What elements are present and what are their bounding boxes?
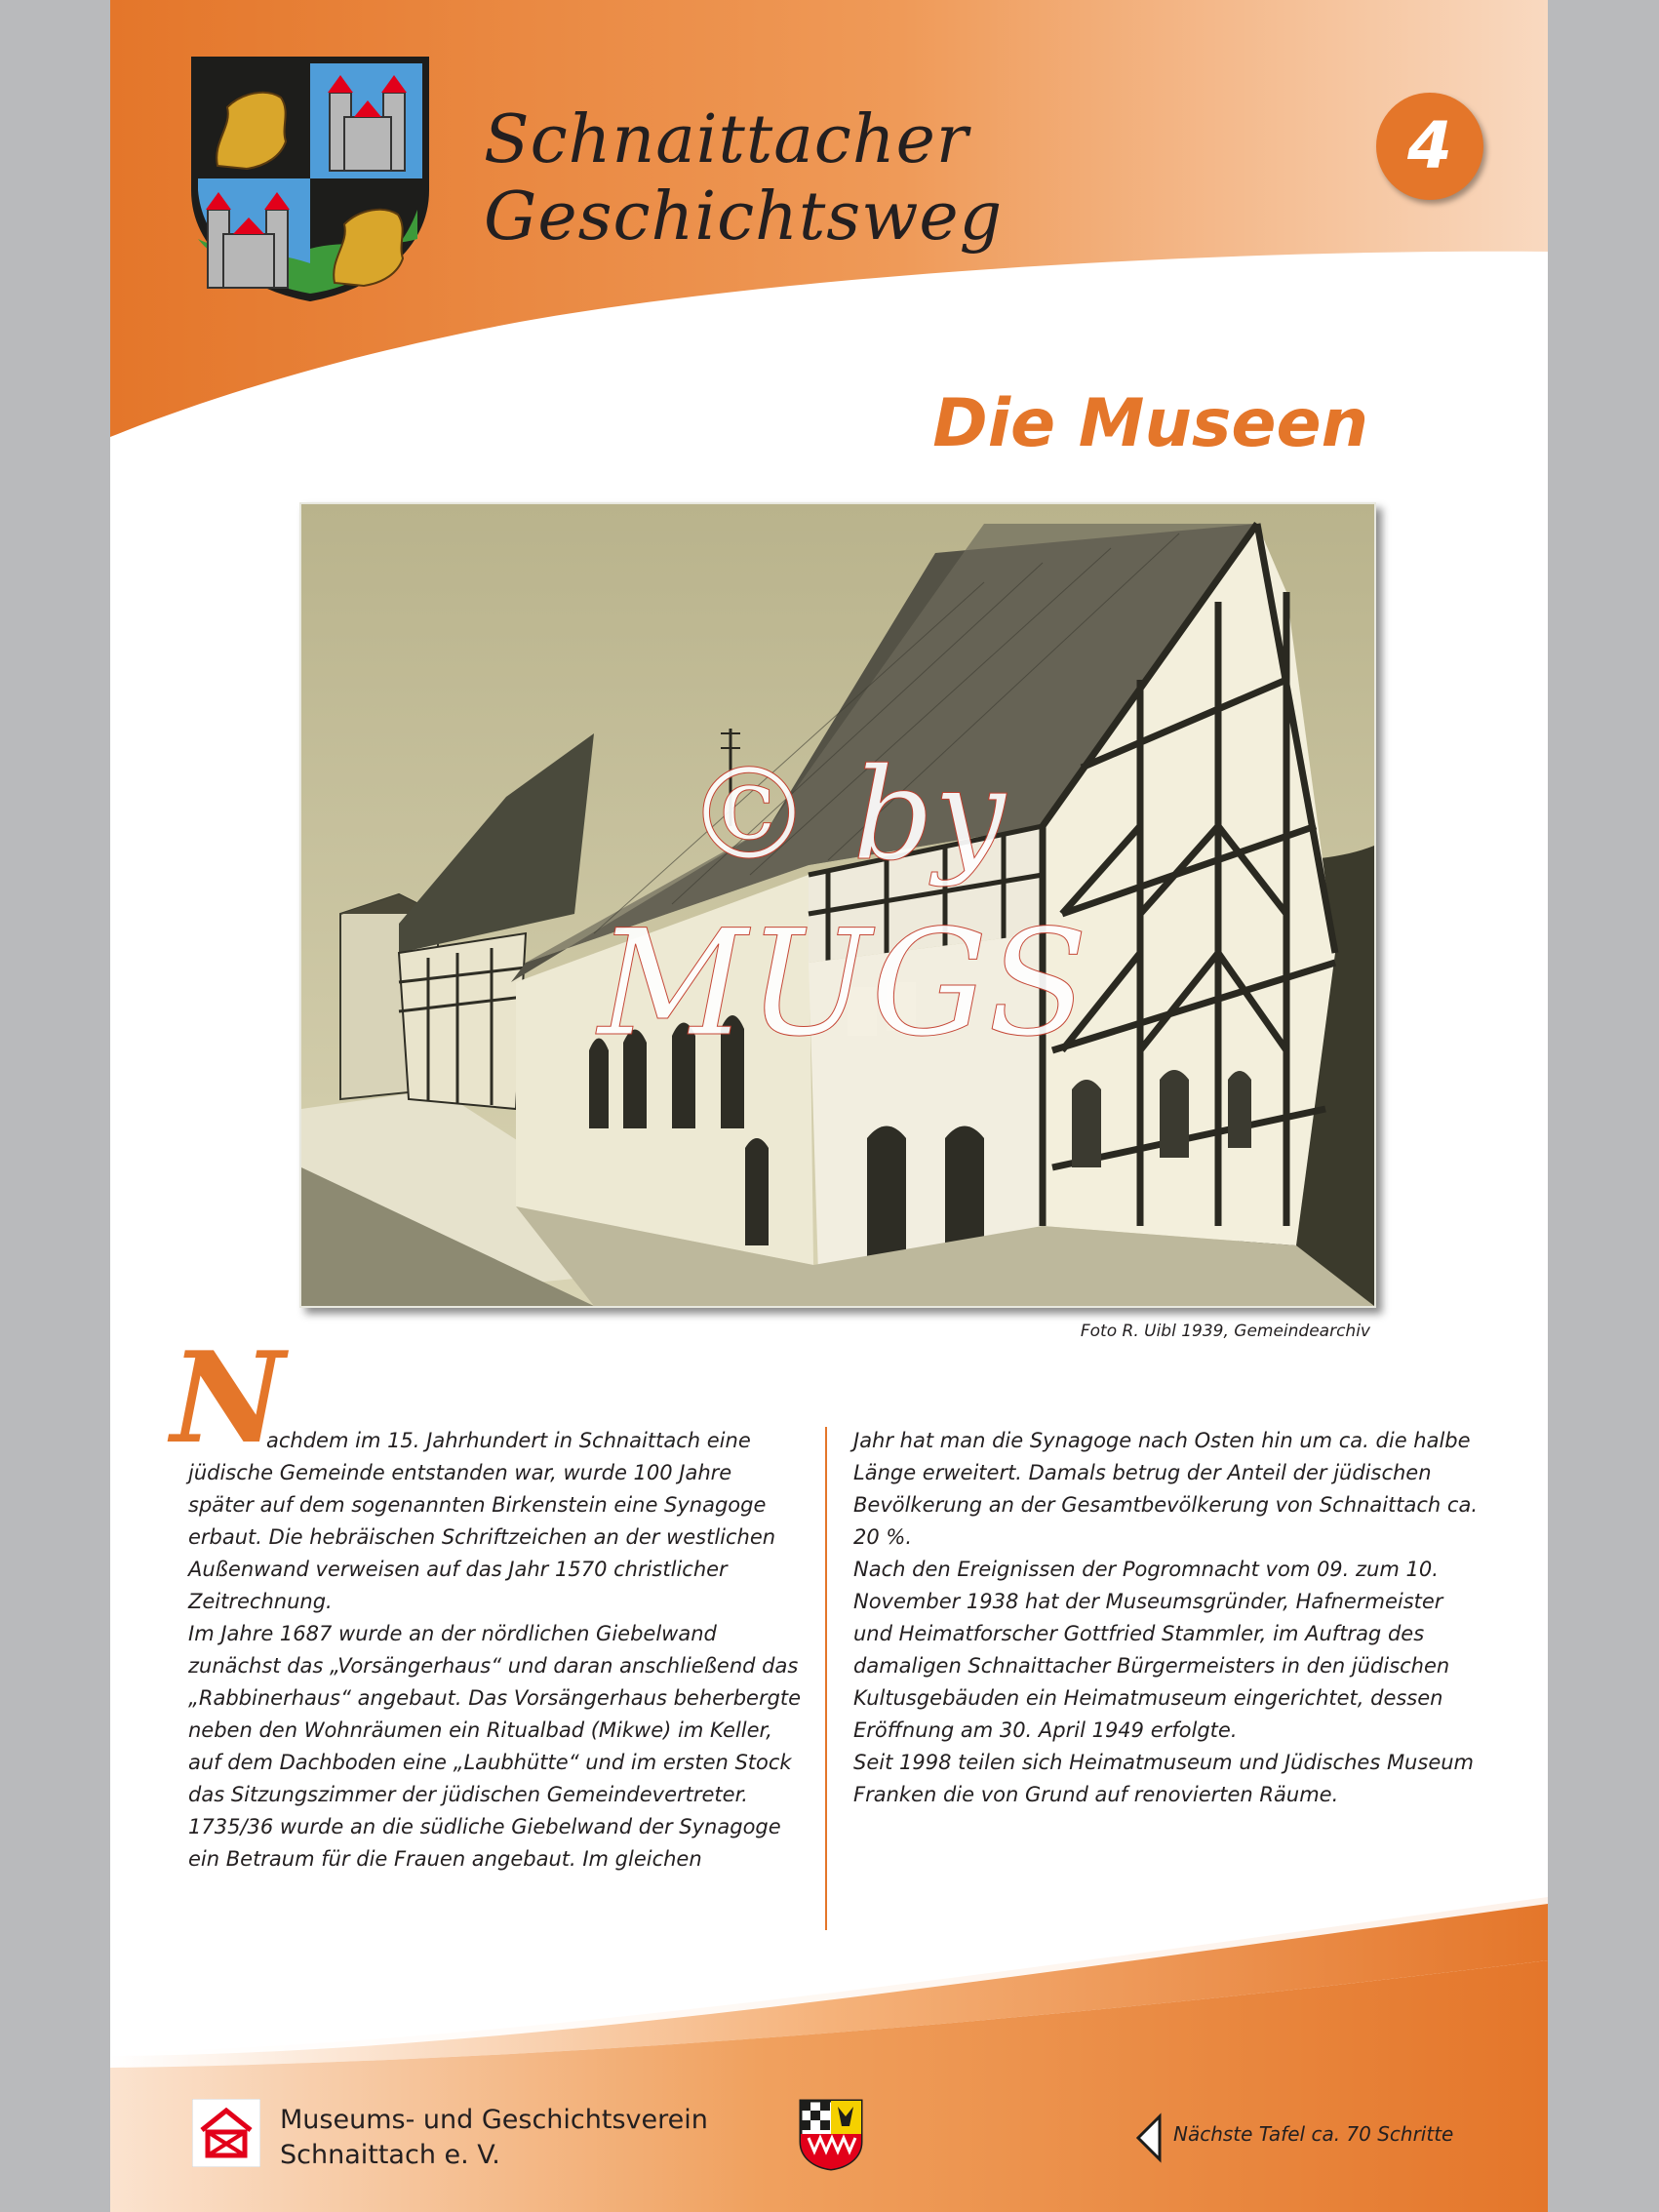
watermark-line1: © by: [686, 740, 1006, 889]
panel-number-badge: 4: [1376, 93, 1483, 200]
first-line: achdem im 15. Jahrhundert in Schnaittach eine: [266, 1429, 751, 1452]
org-line-1: Museums- und Geschichtsverein: [280, 2105, 708, 2135]
museum-house-icon: [192, 2099, 260, 2167]
section-heading: Die Museen: [932, 385, 1368, 462]
paragraph: 1735/36 wurde an die südliche Giebelwand der Synagoge ein Betraum für die Frauen angebaut. Im gleichen: [188, 1815, 781, 1871]
page-title: Schnaittacher Geschichtsweg: [484, 101, 1004, 256]
franconia-crest-icon: [799, 2099, 863, 2171]
paragraph: Seit 1998 teilen sich Heimatmuseum und Jüdisches Museum Franken die von Grund auf renovierten Räume.: [853, 1751, 1474, 1806]
paragraph: jüdische Gemeinde entstanden war, wurde 100 Jahre später auf dem sogenannten Birkenstein eine Synagoge erbaut. Die hebräischen Schriftzeichen an der westlichen Außenwand verweisen auf das Jahr 1570 christlicher Zeitrechnung.: [188, 1461, 776, 1613]
column-divider: [825, 1427, 827, 1930]
drop-cap: N: [171, 1325, 285, 1472]
panel: [110, 0, 1548, 2212]
photo-caption: Foto R. Uibl 1939, Gemeindearchiv: [1080, 1322, 1370, 1341]
paragraph: Jahr hat man die Synagoge nach Osten hin um ca. die halbe Länge erweitert. Damals betrug der Anteil der jüdischen Bevölkerung an der Gesamtbevölkerung von Schnaittach ca. 20 %.: [853, 1429, 1478, 1549]
organization-name: [280, 2103, 719, 2173]
watermark: [110, 0, 1548, 2212]
svg-text:MUGS: [595, 899, 1088, 1069]
next-panel-note: Nächste Tafel ca. 70 Schritte: [1173, 2122, 1454, 2146]
arrow-left-icon: [1134, 2113, 1164, 2163]
watermark-line2: MUGS: [598, 899, 1088, 1069]
svg-text:© by: [686, 740, 1007, 889]
text-column-1: [188, 1457, 803, 1876]
text-column-2: [853, 1425, 1478, 1811]
paragraph: Nach den Ereignissen der Pogromnacht vom 09. zum 10. November 1938 hat der Museumsgründer, Hafnermeister und Heimatforscher Gottfried Stammler, im Auftrag des damaligen Schnaittacher Bürgermeisters in den jüdischen Kultusgebäuden ein Heimatmuseum eingerichtet, dessen Eröffnung am 30. April 1949 erfolgte.: [853, 1558, 1450, 1742]
paragraph: Im Jahre 1687 wurde an der nördlichen Giebelwand zunächst das „Vorsängerhaus“ und daran anschließend das „Rabbinerhaus“ angebaut. Das Vorsängerhaus beherbergte neben den Wohnräumen ein Ritualbad (Mikwe) im Keller, auf dem Dachboden eine „Laubhütte“ und im ersten Stock das Sitzungszimmer der jüdischen Gemeindevertreter.: [188, 1622, 802, 1806]
org-line-2: Schnaittach e. V.: [280, 2140, 500, 2170]
